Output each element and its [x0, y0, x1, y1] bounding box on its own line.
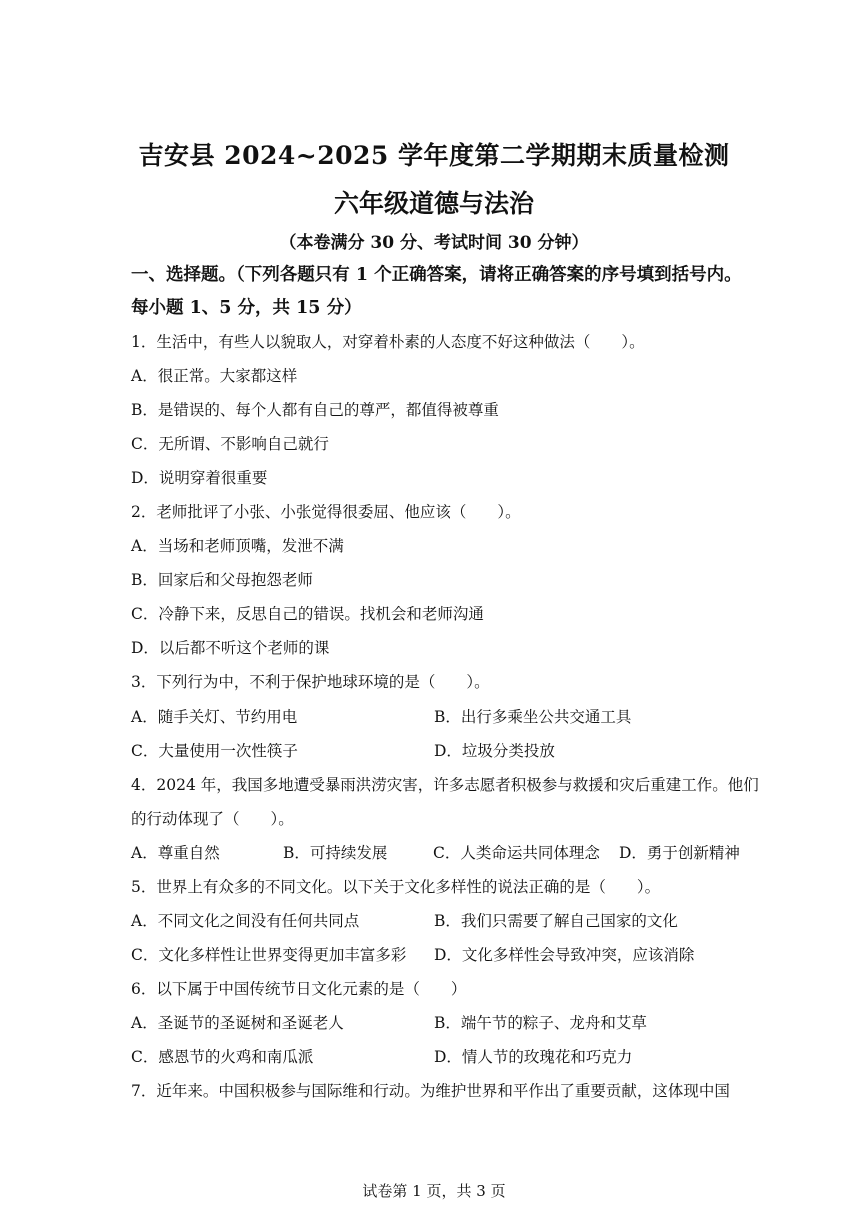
exam-note: （本卷满分 30 分、考试时间 30 分钟） — [279, 233, 589, 253]
question-6-option-d: D．情人节的玫瑰花和巧克力 — [434, 1048, 633, 1066]
question-6-option-c: C．感恩节的火鸡和南瓜派 — [131, 1048, 314, 1066]
question-3-option-b: B．出行多乘坐公共交通工具 — [434, 708, 632, 726]
question-4-option-a: A．尊重自然 — [131, 844, 220, 862]
question-5-stem: 5．世界上有众多的不同文化。以下关于文化多样性的说法正确的是（ ）。 — [131, 878, 661, 896]
question-5-option-b: B．我们只需要了解自己国家的文化 — [434, 912, 678, 930]
question-4-option-c: C．人类命运共同体理念 — [433, 844, 600, 862]
question-3-option-d: D．垃圾分类投放 — [434, 742, 555, 760]
question-6-stem: 6．以下属于中国传统节日文化元素的是（ ） — [131, 980, 467, 998]
question-4-stem-line1: 4．2024 年，我国多地遭受暴雨洪涝灾害，许多志愿者积极参与救援和灾后重建工作。他们 — [131, 776, 759, 794]
section-heading-line1: 一、选择题。（下列各题只有 1 个正确答案，请将正确答案的序号填到括号内。 — [131, 265, 742, 285]
question-1-option-a: A．很正常。大家都这样 — [131, 367, 298, 385]
page-footer: 试卷第 1 页，共 3 页 — [362, 1182, 506, 1200]
question-7-stem: 7．近年来。中国积极参与国际维和行动。为维护世界和平作出了重要贡献，这体现中国 — [131, 1082, 730, 1100]
question-3-stem: 3．下列行为中，不利于保护地球环境的是（ ）。 — [131, 673, 490, 691]
exam-title: 吉安县 2024~2025 学年度第二学期期末质量检测 — [138, 141, 730, 170]
question-3-option-a: A．随手关灯、节约用电 — [131, 708, 298, 726]
question-2-option-b: B．回家后和父母抱怨老师 — [131, 571, 313, 589]
question-4-option-b: B．可持续发展 — [283, 844, 388, 862]
question-1-option-c: C．无所谓、不影响自己就行 — [131, 435, 329, 453]
question-6-option-a: A．圣诞节的圣诞树和圣诞老人 — [131, 1014, 344, 1032]
question-5-option-d: D．文化多样性会导致冲突，应该消除 — [434, 946, 695, 964]
question-2-option-a: A．当场和老师顶嘴，发泄不满 — [131, 537, 344, 555]
question-5-option-a: A．不同文化之间没有任何共同点 — [131, 912, 360, 930]
question-1-option-b: B．是错误的、每个人都有自己的尊严，都值得被尊重 — [131, 401, 499, 419]
question-4-option-d: D．勇于创新精神 — [619, 844, 740, 862]
question-2-option-c: C．冷静下来，反思自己的错误。找机会和老师沟通 — [131, 605, 484, 623]
question-2-stem: 2．老师批评了小张、小张觉得很委屈、他应该（ ）。 — [131, 503, 521, 521]
question-2-option-d: D．以后都不听这个老师的课 — [131, 639, 330, 657]
question-1-option-d: D．说明穿着很重要 — [131, 469, 268, 487]
exam-subject: 六年级道德与法治 — [333, 189, 534, 218]
section-heading-line2: 每小题 1、5 分，共 15 分） — [131, 298, 362, 318]
question-4-stem-line2: 的行动体现了（ ）。 — [131, 810, 294, 828]
question-5-option-c: C．文化多样性让世界变得更加丰富多彩 — [131, 946, 407, 964]
question-1-stem: 1．生活中，有些人以貌取人，对穿着朴素的人态度不好这种做法（ ）。 — [131, 333, 645, 351]
question-6-option-b: B．端午节的粽子、龙舟和艾草 — [434, 1014, 647, 1032]
question-3-option-c: C．大量使用一次性筷子 — [131, 742, 298, 760]
